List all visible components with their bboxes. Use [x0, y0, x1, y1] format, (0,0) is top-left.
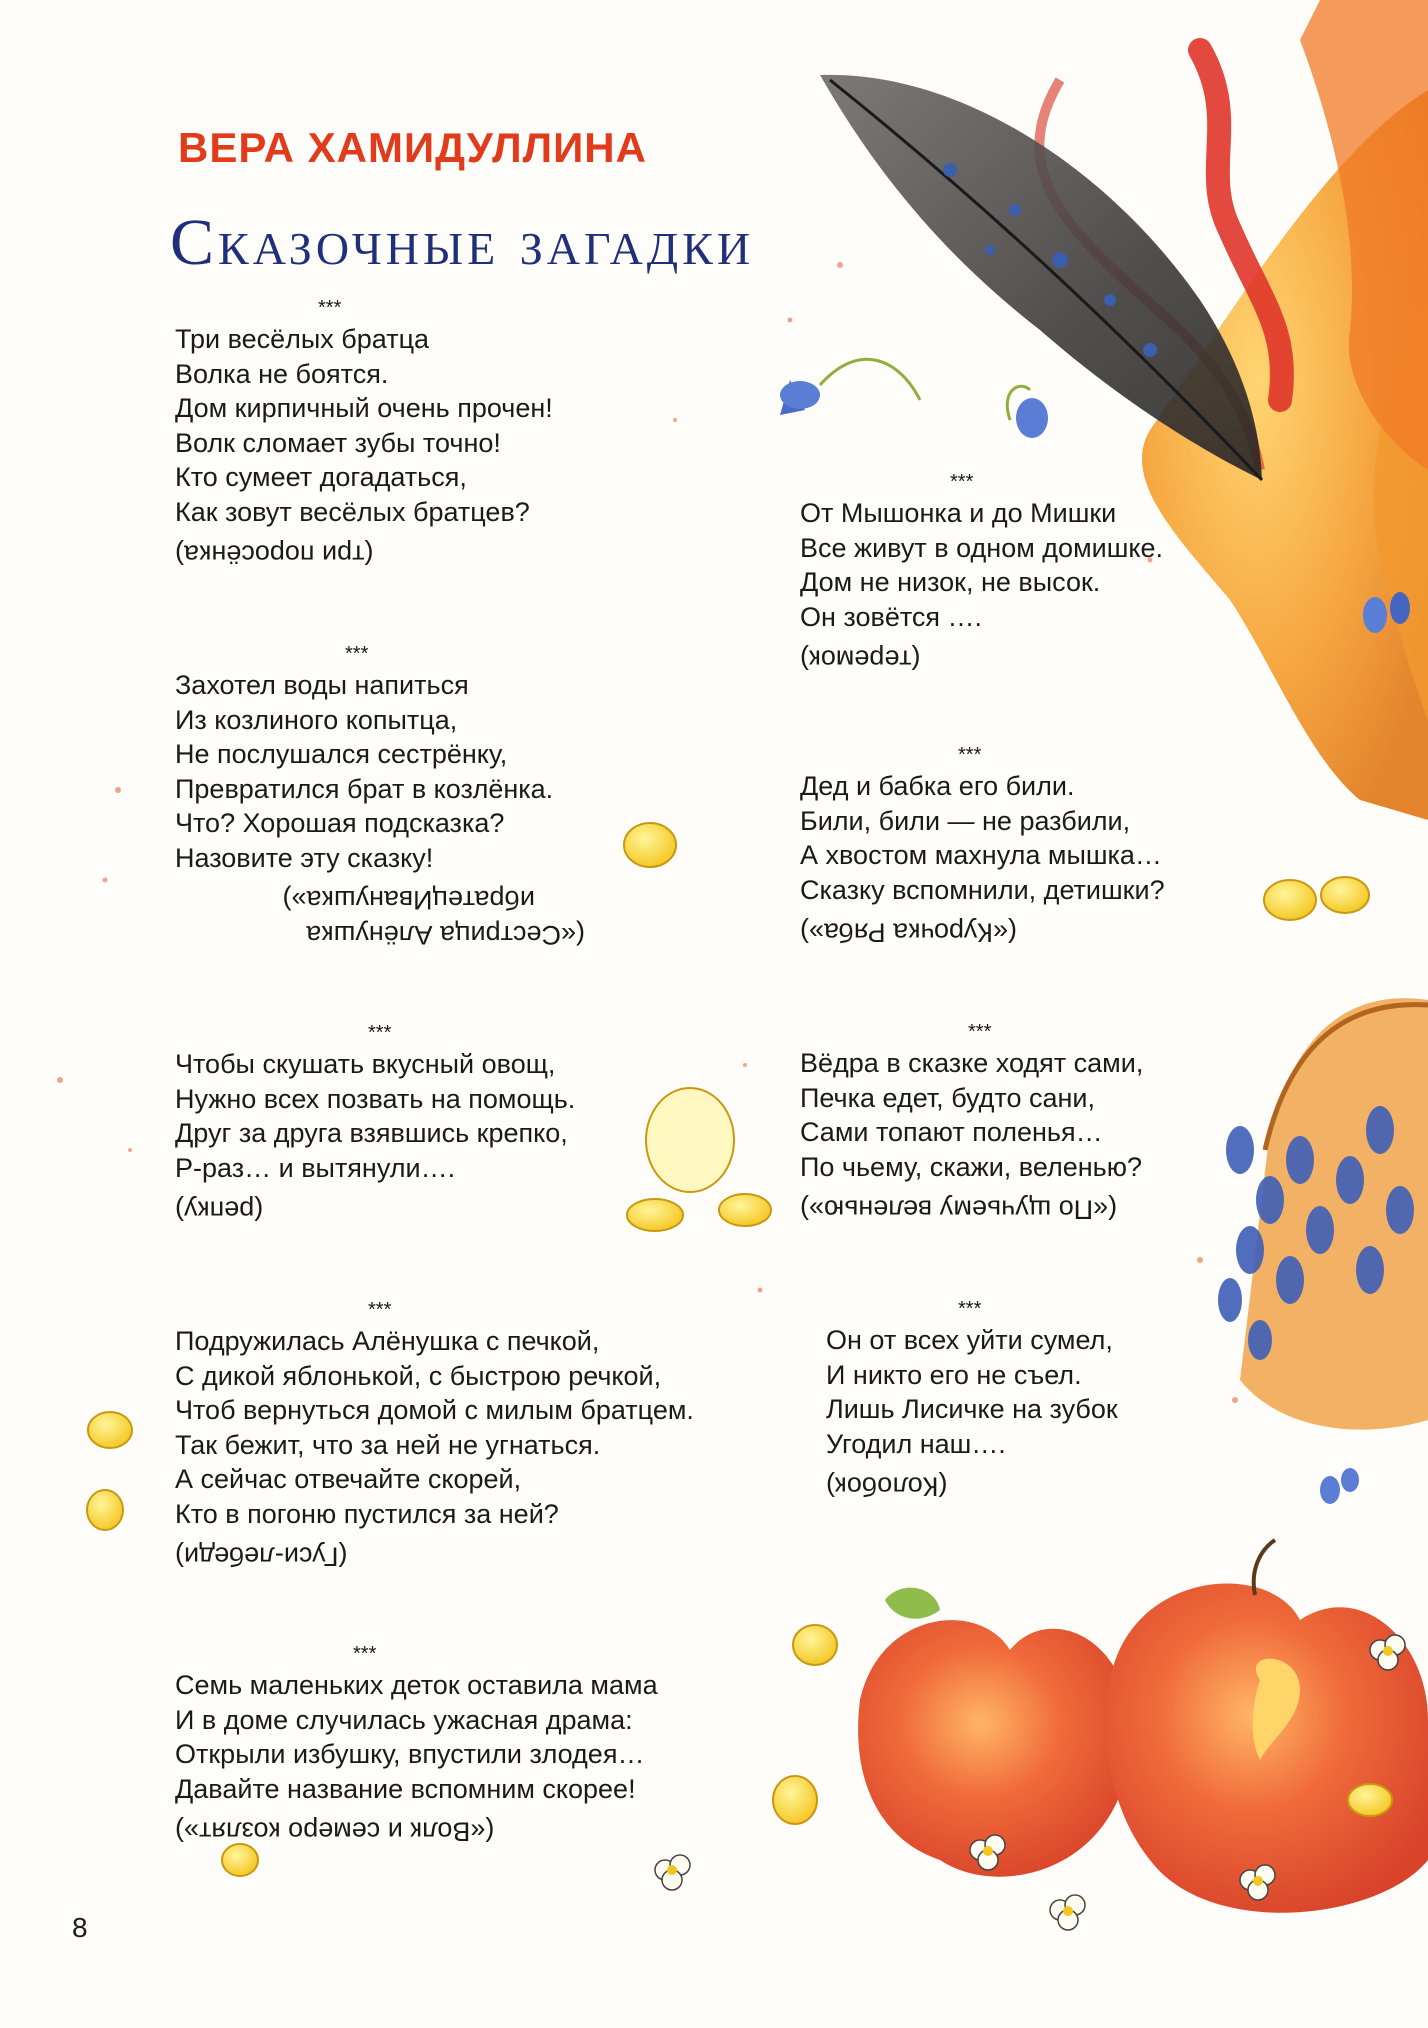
- riddle-line: Что? Хорошая подсказка?: [175, 808, 505, 838]
- answer-text: (Гуси-лебеди): [175, 1541, 348, 1572]
- riddle-line: Кто в погоню пустился за ней?: [175, 1498, 559, 1529]
- riddle-line: Он от всех уйти сумел,: [826, 1325, 1113, 1355]
- riddle-line: От Мышонка и до Мишки: [800, 498, 1117, 528]
- riddle-line: Как зовут весёлых братцев?: [175, 496, 530, 527]
- riddle-line: Лишь Лисичке на зубок: [826, 1394, 1118, 1424]
- riddle-answer-upside-down: [175, 1539, 715, 1574]
- riddle-line: Вёдра в сказке ходят сами,: [800, 1048, 1144, 1078]
- riddle-line: Дед и бабка его били.: [800, 771, 1075, 801]
- riddle-line: Друг за друга взявшись крепко,: [175, 1118, 568, 1148]
- riddle-pike-command: [800, 1020, 1175, 1227]
- riddle-line: Дом кирпичный очень прочен!: [175, 393, 553, 423]
- riddle-line: Назовите эту сказку!: [175, 842, 434, 873]
- riddle-line: Превратился брат в козлёнка.: [175, 773, 554, 804]
- riddle-line: Три весёлых братца: [175, 324, 430, 354]
- riddle-line: Он зовётся ….: [800, 601, 983, 632]
- answer-text: («По щучьему веленью»): [800, 1194, 1118, 1225]
- riddle-stars: ***: [968, 1021, 992, 1043]
- riddle-stars: ***: [368, 1299, 392, 1321]
- riddle-line: И в доме случилась ужасная драма:: [175, 1704, 633, 1735]
- riddle-stars: ***: [958, 744, 982, 766]
- apples-illustration: [858, 1540, 1428, 1913]
- riddle-line: Не послушался сестрёнку,: [175, 739, 508, 769]
- page-title: Сказочные загадки: [170, 206, 755, 279]
- riddle-answer-upside-down: [175, 1193, 595, 1228]
- riddle-line: Открыли избушку, впустили злодея…: [175, 1739, 645, 1769]
- feather-illustration: [820, 0, 1428, 820]
- answer-text: ибратецИванушка»): [282, 885, 535, 916]
- answer-text: (репку): [175, 1195, 264, 1226]
- author-name: ВЕРА ХАМИДУЛЛИНА: [178, 124, 647, 171]
- riddle-line: Чтоб вернуться домой с милым братцем.: [175, 1395, 694, 1425]
- answer-text: (теремок): [800, 644, 921, 675]
- riddle-answer-upside-down: [175, 1814, 715, 1849]
- riddle-line: Печка едет, будто сани,: [800, 1082, 1096, 1113]
- riddle-turnip: [175, 1021, 595, 1228]
- riddle-kolobok: [826, 1297, 1141, 1504]
- riddle-answer-upside-down: [826, 1469, 1141, 1504]
- basket-of-flowers-illustration: [1218, 998, 1428, 1429]
- riddle-teremok: [800, 470, 1195, 677]
- riddle-alyonushka: [175, 642, 585, 952]
- answer-text: (три поросёнка): [175, 539, 374, 570]
- riddle-answer-upside-down: [175, 537, 585, 572]
- riddle-line: Подружилась Алёнушка с печкой,: [175, 1326, 600, 1356]
- riddle-stars: ***: [345, 643, 369, 665]
- riddle-three-piglets: [175, 296, 585, 572]
- riddle-line: Сами топают поленья…: [800, 1117, 1103, 1147]
- riddle-line: Угодил наш….: [826, 1428, 1006, 1459]
- page-number: 8: [72, 1912, 88, 1943]
- riddle-stars: ***: [958, 1298, 982, 1320]
- riddle-line: Из козлиного копытца,: [175, 704, 458, 735]
- riddle-stars: ***: [950, 471, 974, 493]
- riddle-line: Били, били — не разбили,: [800, 805, 1131, 836]
- riddle-line: Кто сумеет догадаться,: [175, 462, 467, 492]
- riddle-line: А сейчас отвечайте скорей,: [175, 1464, 522, 1494]
- answer-text: («Волк и семеро козлят»): [175, 1816, 495, 1847]
- riddle-answer-upside-down: [800, 1192, 1175, 1227]
- riddle-wolf-seven-kids: [175, 1642, 715, 1849]
- riddle-stars: ***: [318, 297, 342, 319]
- riddle-line: Нужно всех позвать на помощь.: [175, 1083, 576, 1114]
- riddle-line: Р-раз… и вытянули….: [175, 1152, 456, 1183]
- riddle-line: Дом не низок, не высок.: [800, 567, 1101, 597]
- riddle-line: Волка не боятся.: [175, 358, 389, 389]
- answer-text: («Курочка Ряба»): [800, 917, 1017, 948]
- riddle-line: С дикой яблонькой, с быстрою речкой,: [175, 1360, 662, 1391]
- riddle-ryaba-hen: [800, 743, 1195, 950]
- riddle-stars: ***: [368, 1022, 392, 1044]
- riddle-answer-upside-down: [800, 915, 1195, 950]
- riddle-geese-swans: [175, 1298, 715, 1574]
- riddle-line: Захотел воды напиться: [175, 670, 469, 700]
- riddle-line: Сказку вспомнили, детишки?: [800, 874, 1165, 905]
- answer-text: («Сестрица Алёнушка: [306, 920, 585, 950]
- riddle-line: И никто его не съел.: [826, 1359, 1082, 1390]
- answer-text: (Колобок): [826, 1471, 948, 1502]
- riddle-line: А хвостом махнула мышка…: [800, 840, 1162, 870]
- riddle-line: Семь маленьких деток оставила мама: [175, 1670, 658, 1700]
- riddle-line: Так бежит, что за ней не угнаться.: [175, 1429, 601, 1460]
- riddle-line: Чтобы скушать вкусный овощ,: [175, 1049, 556, 1079]
- riddle-stars: ***: [353, 1643, 377, 1665]
- riddle-line: Все живут в одном домишке.: [800, 532, 1164, 563]
- riddle-answer-upside-down: [800, 642, 1195, 677]
- riddle-line: По чьему, скажи, веленью?: [800, 1151, 1142, 1182]
- riddle-answer-upside-down: [175, 883, 585, 952]
- riddle-line: Давайте название вспомним скорее!: [175, 1773, 636, 1804]
- riddle-line: Волк сломает зубы точно!: [175, 427, 501, 458]
